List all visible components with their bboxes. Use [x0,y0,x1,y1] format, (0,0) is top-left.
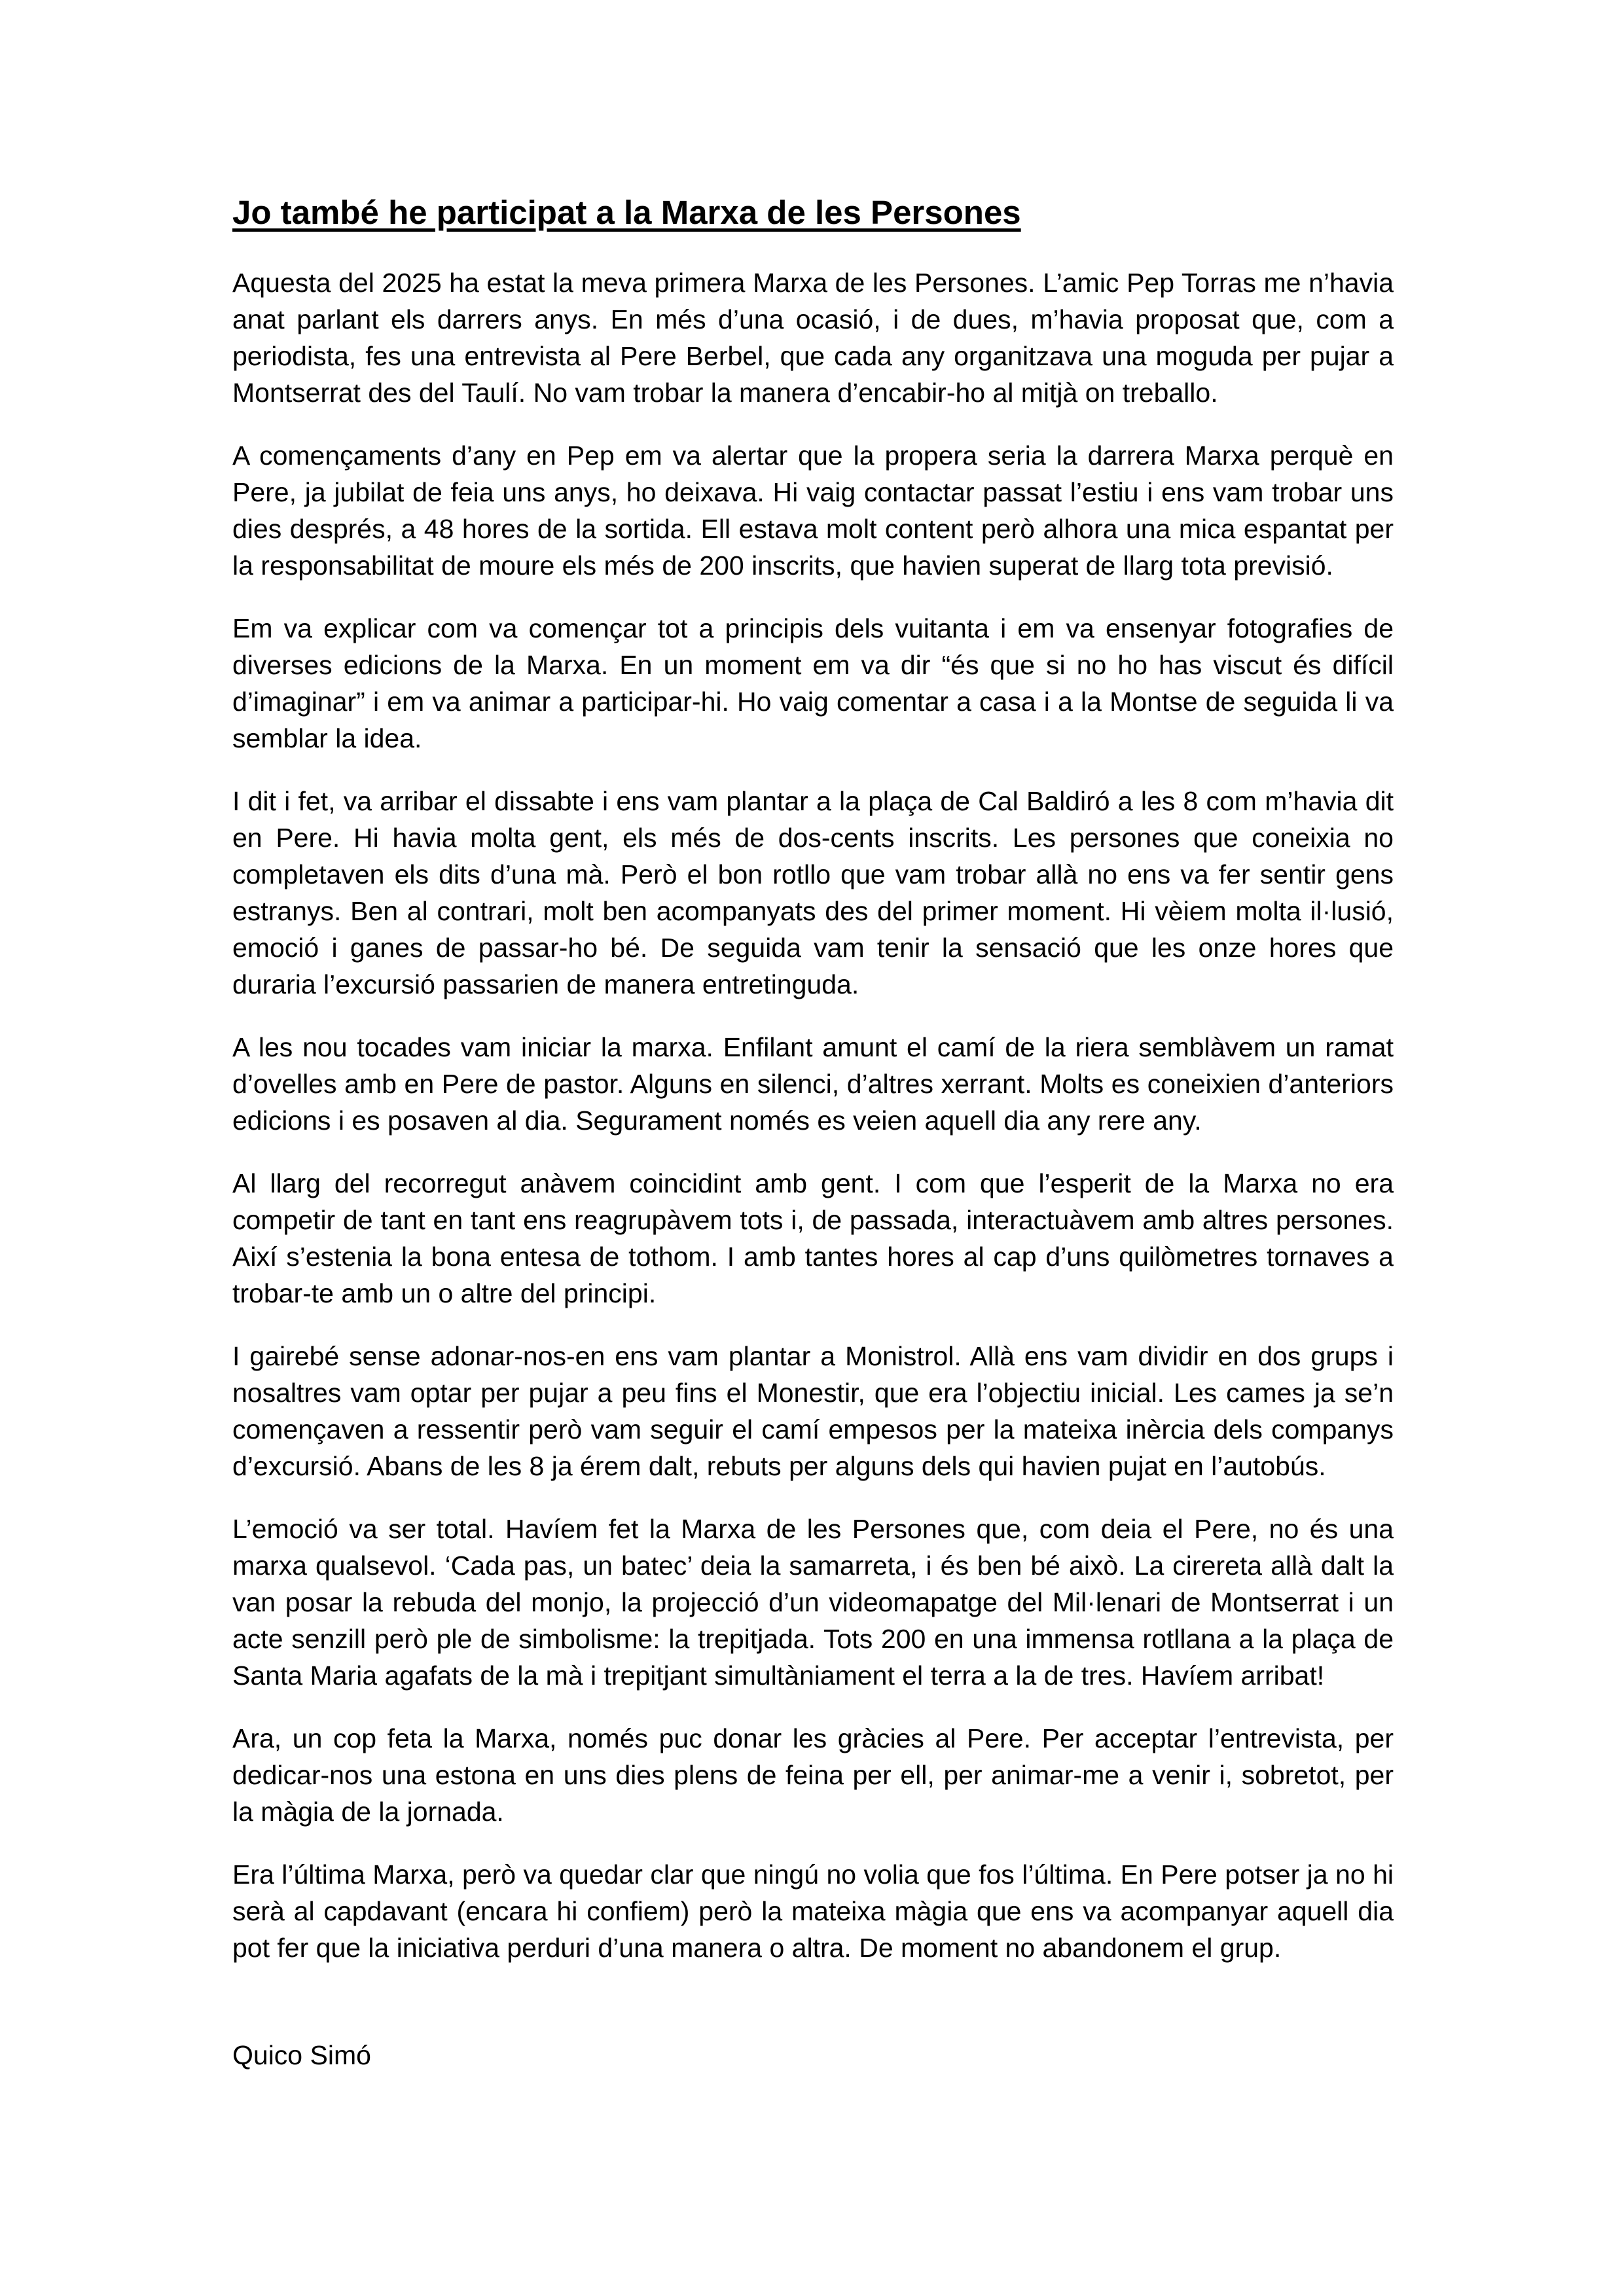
paragraph-1: Aquesta del 2025 ha estat la meva primera Marxa de les Persones. L’amic Pep Torras me n’havia anat parlant els darrers anys. En més d’una ocasió, i de dues, m’havia proposat que, com a periodista, fes una entrevista al Pere Berbel, que cada any organitzava una moguda per pujar a Montserrat des del Taulí. No vam trobar la manera d’encabir-ho al mitjà on treballo. [232,268,1394,408]
paragraph-7: I gairebé sense adonar-nos-en ens vam plantar a Monistrol. Allà ens vam dividir en dos grups i nosaltres vam optar per pujar a peu fins el Monestir, que era l’objectiu inicial. Les cames ja se’n començaven a ressentir però vam seguir el camí empesos per la mateixa inèrcia dels companys d’excursió. Abans de les 8 ja érem dalt, rebuts per alguns dels qui havien pujat en l’autobús. [232,1341,1394,1482]
paragraph-2: A començaments d’any en Pep em va alertar que la propera seria la darrera Marxa perquè en Pere, ja jubilat de feia uns anys, ho deixava. Hi vaig contactar passat l’estiu i ens vam trobar uns dies després, a 48 hores de la sortida. Ell estava molt content però alhora una mica espantat per la responsabilitat de moure els més de 200 inscrits, que havien superat de llarg tota previsió. [232,440,1394,581]
paragraph-6: Al llarg del recorregut anàvem coincidint amb gent. I com que l’esperit de la Marxa no era competir de tant en tant ens reagrupàvem tots i, de passada, interactuàvem amb altres persones. Així s’estenia la bona entesa de tothom. I amb tantes hores al cap d’uns quilòmetres tornaves a trobar-te amb un o altre del principi. [232,1168,1394,1309]
paragraph-9: Ara, un cop feta la Marxa, només puc donar les gràcies al Pere. Per acceptar l’entrevista, per dedicar-nos una estona en uns dies plens de feina per ell, per animar-me a venir i, sobretot, per la màgia de la jornada. [232,1723,1394,1827]
signature: Quico Simó [232,2040,371,2071]
paragraph-3: Em va explicar com va començar tot a principis dels vuitanta i em va ensenyar fotografies de diverses edicions de la Marxa. En un moment em va dir “és que si no ho has viscut és difícil d’imaginar” i em va animar a participar-hi. Ho vaig comentar a casa i a la Montse de seguida li va semblar la idea. [232,613,1394,754]
paragraph-8: L’emoció va ser total. Havíem fet la Marxa de les Persones que, com deia el Pere, no és una marxa qualsevol. ‘Cada pas, un batec’ deia la samarreta, i és ben bé això. La cirereta allà dalt la van posar la rebuda del monjo, la projecció d’un videomapatge del Mil·lenari de Montserrat i un acte senzill però ple de simbolisme: la trepitjada. Tots 200 en una immensa rotllana a la plaça de Santa Maria agafats de la mà i trepitjant simultàniament el terra a la de tres. Havíem arribat! [232,1514,1394,1691]
paragraph-10: Era l’última Marxa, però va quedar clar que ningú no volia que fos l’última. En Pere potser ja no hi serà al capdavant (encara hi confiem) però la mateixa màgia que ens va acompanyar aquell dia pot fer que la iniciativa perduri d’una manera o altra. De moment no abandonem el grup. [232,1859,1394,1964]
paragraph-5: A les nou tocades vam iniciar la marxa. Enfilant amunt el camí de la riera semblàvem un ramat d’ovelles amb en Pere de pastor. Alguns en silenci, d’altres xerrant. Molts es coneixien d’anteriors edicions i es posaven al dia. Segurament només es veien aquell dia any rere any. [232,1032,1394,1136]
paragraph-4: I dit i fet, va arribar el dissabte i ens vam plantar a la plaça de Cal Baldiró a les 8 com m’havia dit en Pere. Hi havia molta gent, els més de dos-cents inscrits. Les persones que coneixia no completaven els dits d’una mà. Però el bon rotllo que vam trobar allà no ens va fer sentir gens estranys. Ben al contrari, molt ben acompanyats des del primer moment. Hi vèiem molta il·lusió, emoció i ganes de passar-ho bé. De seguida vam tenir la sensació que les onze hores que duraria l’excursió passarien de manera entretinguda. [232,786,1394,1000]
document-title: Jo també he participat a la Marxa de les Persones [232,194,1021,231]
